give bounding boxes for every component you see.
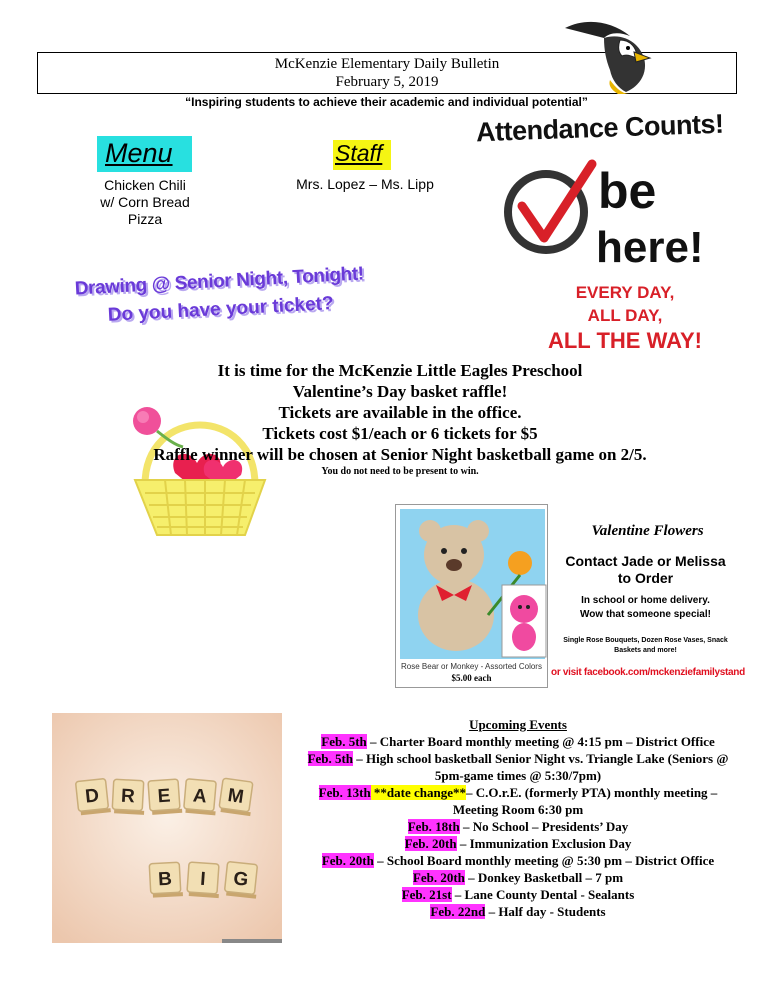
letter-tile [224,862,259,899]
be-text: be [598,163,657,219]
event-date: Feb. 5th [307,751,354,766]
svg-text:A: A [192,785,208,808]
event-item [298,733,738,750]
menu-heading-box [97,136,192,172]
here-text: here! [596,223,704,270]
event-item [298,835,738,852]
event-date: Feb. 22nd [430,904,486,919]
svg-text:E: E [157,785,172,808]
eagle-mascot-icon [560,18,655,96]
raffle-line: Tickets cost $1/each or 6 tickets for $5 [262,424,538,443]
raffle-line: Tickets are available in the office. [278,403,522,422]
svg-text:B: B [157,868,173,891]
contact-line-1: Contact Jade or Melissa [565,553,726,569]
event-text: – Lane County Dental - Sealants [451,887,635,902]
flyer-caption: Rose Bear or Monkey - Assorted Colors [401,662,542,671]
staff-heading: Staff [335,140,383,166]
school-motto: “Inspiring students to achieve their academic and individual potential” [185,95,588,109]
valentine-delivery [548,594,743,622]
teddy-bear-icon [396,505,549,660]
letter-tile [149,862,183,898]
event-text: – School Board monthly meeting @ 5:30 pm – District Office [373,853,715,868]
raffle-announcement [90,360,710,479]
event-text: – Charter Board monthly meeting @ 4:15 pm – District Office [366,734,715,749]
staff-names: Mrs. Lopez – Ms. Lipp [296,176,434,192]
rose-bear-photo [395,504,548,688]
letter-tile [112,779,146,815]
event-text: – Immunization Exclusion Day [456,836,632,851]
letter-tile [219,778,255,816]
event-text: – No School – Presidents’ Day [459,819,629,834]
raffle-note: You do not need to be present to win. [321,466,479,477]
contact-line-2: to Order [617,570,674,586]
letter-tile [76,778,111,815]
event-item [298,903,738,920]
menu-heading: Menu [105,138,173,168]
attendance-line-1: EVERY DAY, [575,283,675,302]
delivery-line-1: In school or home delivery. [581,595,710,606]
dream-big-image [52,713,282,943]
drawing-line-2: Do you have your ticket? [107,293,335,326]
bulletin-date: February 5, 2019 [335,74,439,90]
attendance-line-3: ALL THE WAY! [547,328,702,353]
attendance-be-here-graphic [500,150,740,270]
event-date: Feb. 13th [318,785,371,800]
valentine-contact [548,553,743,587]
event-date: Feb. 20th [404,836,457,851]
menu-list [70,177,220,228]
valentine-flowers-title: Valentine Flowers [591,523,704,539]
letter-tile [148,779,182,815]
raffle-line: It is time for the McKenzie Little Eagles Preschool [217,361,583,380]
attendance-title: Attendance Counts! [475,108,724,148]
facebook-link[interactable]: or visit facebook.com/mckenziefamilystand [551,667,745,678]
event-date: Feb. 5th [321,734,367,749]
event-item [298,869,738,886]
event-text: – Half day - Students [485,904,606,919]
valentine-items [548,636,743,656]
svg-text:M: M [226,784,246,808]
date-change-badge: **date change** [370,785,467,800]
menu-item: w/ Corn Bread [100,194,190,210]
svg-text:G: G [232,868,250,891]
menu-item: Pizza [127,211,163,227]
raffle-line: Raffle winner will be chosen at Senior Night basketball game on 2/5. [153,445,647,464]
event-text: – High school basketball Senior Night vs. Triangle Lake (Seniors @ 5pm-game times @ 5:30/7pm) [353,751,729,783]
items-line-2: Baskets and more! [614,647,677,654]
svg-text:R: R [120,785,136,808]
items-line-1: Single Rose Bouquets, Dozen Rose Vases, Snack [563,637,728,644]
event-item [298,818,738,835]
bulletin-title: McKenzie Elementary Daily Bulletin [274,56,500,72]
event-item [298,886,738,903]
flyer-price: $5.00 each [451,673,492,683]
staff-heading-box [333,140,391,170]
letter-tile [187,862,221,898]
drawing-line-1: Drawing @ Senior Night, Tonight! [74,263,365,300]
event-date: Feb. 20th [412,870,465,885]
svg-text:I: I [199,868,207,891]
events-heading: Upcoming Events [469,717,567,732]
event-item [298,784,738,818]
drawing-announcement [69,260,372,332]
letter-tile [183,779,218,816]
event-date: Feb. 21st [401,887,452,902]
event-item [298,852,738,869]
event-date: Feb. 18th [407,819,460,834]
event-date: Feb. 20th [321,853,374,868]
attendance-line-2: ALL DAY, [587,306,663,325]
svg-text:D: D [84,785,101,808]
menu-item: Chicken Chili [104,177,186,193]
delivery-line-2: Wow that someone special! [580,609,711,620]
event-text: – Donkey Basketball – 7 pm [464,870,624,885]
upcoming-events [298,716,738,920]
raffle-line: Valentine’s Day basket raffle! [292,382,508,401]
event-item [298,750,738,784]
event-text: – C.O.r.E. (formerly PTA) monthly meeting – Meeting Room 6:30 pm [452,785,718,817]
